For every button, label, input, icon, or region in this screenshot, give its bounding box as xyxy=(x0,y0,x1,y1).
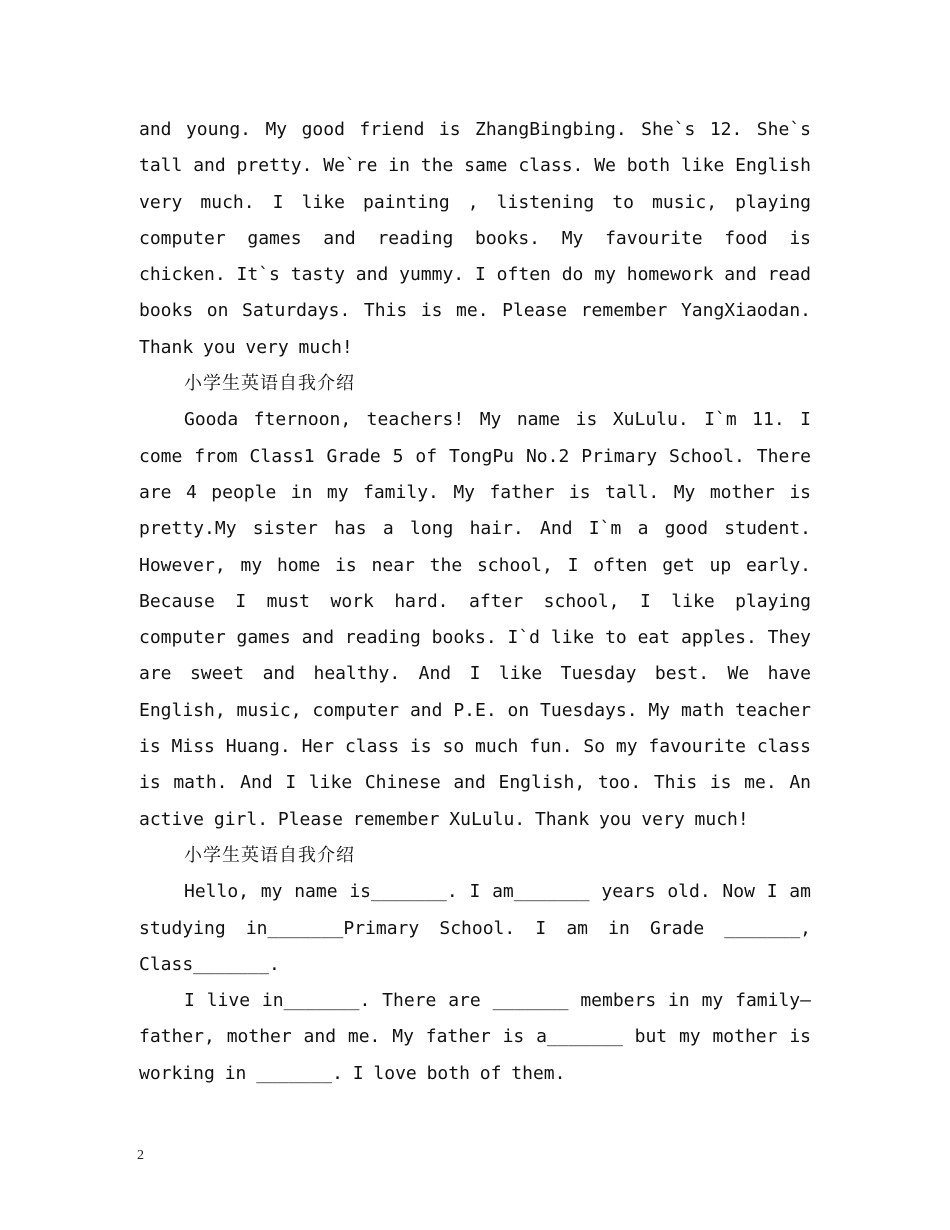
paragraph-xululu-intro: Gooda fternoon, teachers! My name is XuLulu. I`m 11. I come from Class1 Grade 5 of TongPu No.2 Primary School. There are 4 people in my family. My father is tall. My mother is pretty.My sister has a long hair. And I`m a good student. However, my home is near the school, I often get up early. Because I must work hard. after school, I like playing computer games and reading books. I`d like to eat apples. They are sweet and healthy. And I like Tuesday best. We have English, music, computer and P.E. on Tuesdays. My math teacher is Miss Huang. Her class is so much fun. So my favourite class is math. And I like Chinese and English, too. This is me. An active girl. Please remember XuLulu. Thank you very much! xyxy=(139,409,811,830)
section-heading-self-introduction-2: 小学生英语自我介绍 xyxy=(184,844,355,866)
page-number: 2 xyxy=(137,1148,144,1163)
paragraph-template-school: Hello, my name is_______. I am_______ years old. Now I am studying in_______Primary School. I am in Grade _______, Class_______. xyxy=(139,881,811,975)
section-heading-self-introduction-1: 小学生英语自我介绍 xyxy=(184,373,355,395)
paragraph-template-family: I live in_______. There are _______ members in my family—father, mother and me. My father is a_______ but my mother is working in _______. I love both of them. xyxy=(139,990,811,1084)
paragraph-continued-intro: and young. My good friend is ZhangBingbing. She`s 12. She`s tall and pretty. We`re in the same class. We both like English very much. I like painting , listening to music, playing computer games and reading books. My favourite food is chicken. It`s tasty and yummy. I often do my homework and read books on Saturdays. This is me. Please remember YangXiaodan. Thank you very much! xyxy=(139,119,811,358)
body-text xyxy=(139,112,811,1092)
